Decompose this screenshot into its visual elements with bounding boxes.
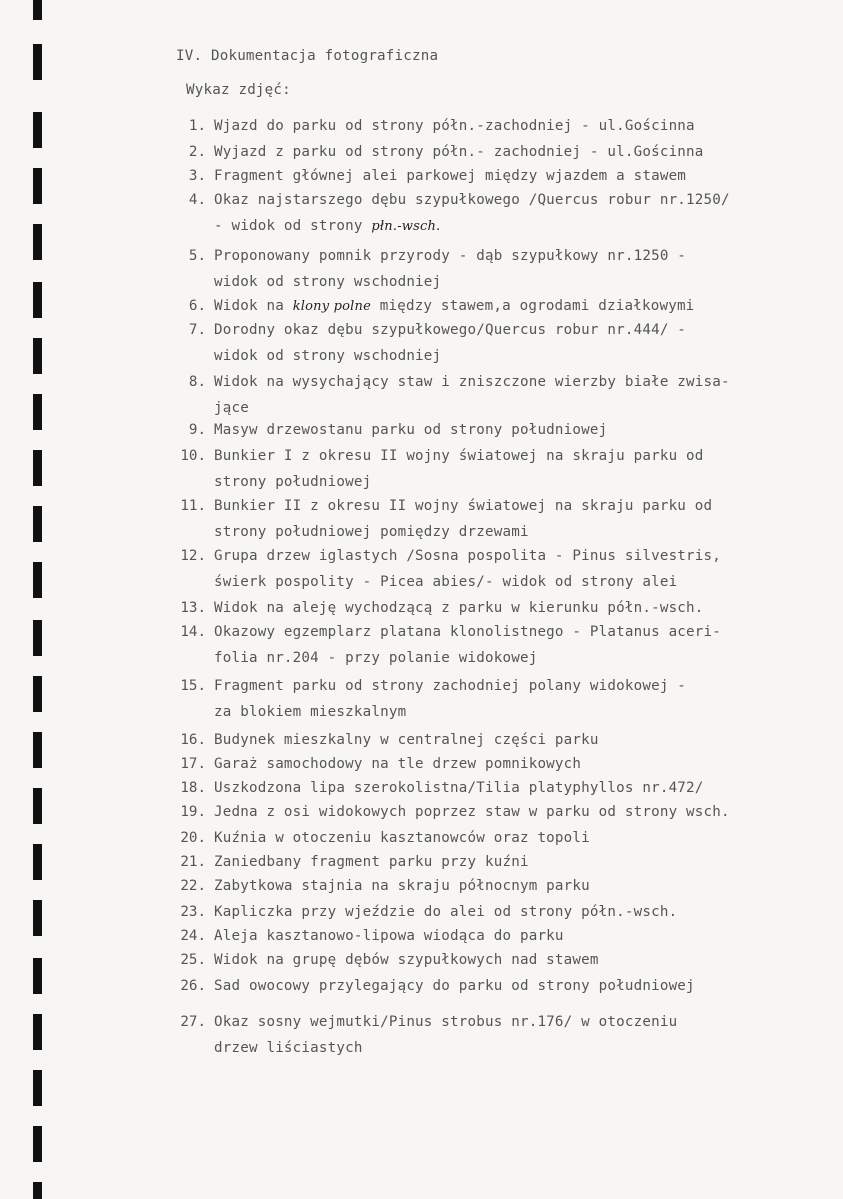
handwritten-annotation: klony polne [292,299,371,314]
list-item-text: Okazowy egzemplarz platana klonolistnego - Platanus aceri- [214,624,722,640]
section-heading: IV. Dokumentacja fotograficzna [176,48,439,64]
list-item-text: świerk pospolity - Picea abies/- widok od strony alei [214,574,678,590]
list-item-number: 22. [180,878,206,894]
list-item-number: 4. [188,192,206,208]
list-item-text: Wyjazd z parku od strony półn.- zachodniej - ul.Gościnna [214,144,704,160]
list-item-text: strony południowej pomiędzy drzewami [214,524,529,540]
list-item-text: strony południowej [214,474,372,490]
binding-mark [33,1070,42,1106]
list-item-text: Okaz najstarszego dębu szypułkowego /Quercus robur nr.1250/ [214,192,730,208]
list-item-number: 10. [180,448,206,464]
binding-mark [33,732,42,768]
list-item-number: 19. [180,804,206,820]
binding-mark [33,900,42,936]
binding-mark [33,44,42,80]
list-item-text: Fragment parku od strony zachodniej polany widokowej - [214,678,687,694]
binding-mark [33,844,42,880]
list-item-number: 12. [180,548,206,564]
list-item-text: Proponowany pomnik przyrody - dąb szypułkowy nr.1250 - [214,248,687,264]
list-item-number: 13. [180,600,206,616]
list-item-number: 15. [180,678,206,694]
binding-mark [33,224,42,260]
list-item-text: Kapliczka przy wjeździe do alei od strony półn.-wsch. [214,904,678,920]
list-item-text: Masyw drzewostanu parku od strony południowej [214,422,608,438]
list-item-number: 17. [180,756,206,772]
typed-fragment: Widok na [214,298,293,314]
list-item-text: Zabytkowa stajnia na skraju północnym parku [214,878,590,894]
binding-mark [33,1014,42,1050]
list-item-number: 6. [188,298,206,314]
list-item-text: drzew liściastych [214,1040,363,1056]
list-item-text: za blokiem mieszkalnym [214,704,407,720]
list-item-text: Dorodny okaz dębu szypułkowego/Quercus robur nr.444/ - [214,322,687,338]
list-item-number: 9. [188,422,206,438]
list-item-text: Kuźnia w otoczeniu kasztanowców oraz topoli [214,830,590,846]
list-item-text: Widok na wysychający staw i zniszczone wierzby białe zwisa- [214,374,730,390]
list-item-number: 24. [180,928,206,944]
list-item-number: 2. [188,144,206,160]
list-item-number: 25. [180,952,206,968]
list-item-number: 16. [180,732,206,748]
list-item-number: 11. [180,498,206,514]
list-item-text: Okaz sosny wejmutki/Pinus strobus nr.176/ w otoczeniu [214,1014,678,1030]
list-item-text: folia nr.204 - przy polanie widokowej [214,650,538,666]
list-item-number: 1. [188,118,206,134]
binding-mark [33,394,42,430]
binding-mark [33,1182,42,1199]
list-subheading: Wykaz zdjęć: [186,82,291,98]
binding-mark [33,506,42,542]
list-item-text: Garaż samochodowy na tle drzew pomnikowych [214,756,582,772]
binding-mark [33,676,42,712]
list-item-number: 27. [180,1014,206,1030]
list-item-number: 23. [180,904,206,920]
list-item-text: jące [214,400,249,416]
list-item-text [214,296,694,317]
binding-mark [33,958,42,994]
list-item-text [214,216,440,237]
list-item-text: Jedna z osi widokowych poprzez staw w parku od strony wsch. [214,804,730,820]
binding-mark [33,0,42,20]
list-item-number: 3. [188,168,206,184]
list-item-text: Widok na grupę dębów szypułkowych nad stawem [214,952,599,968]
binding-mark [33,338,42,374]
binding-mark [33,282,42,318]
list-item-text: Uszkodzona lipa szerokolistna/Tilia platyphyllos nr.472/ [214,780,704,796]
binding-mark [33,112,42,148]
binding-mark [33,168,42,204]
list-item-number: 5. [188,248,206,264]
list-item-number: 14. [180,624,206,640]
binding-mark [33,620,42,656]
list-item-text: Widok na aleję wychodzącą z parku w kierunku półn.-wsch. [214,600,704,616]
list-item-text: Grupa drzew iglastych /Sosna pospolita - Pinus silvestris, [214,548,722,564]
list-item-text: Sad owocowy przylegający do parku od strony południowej [214,978,695,994]
list-item-text: Bunkier I z okresu II wojny światowej na skraju parku od [214,448,704,464]
list-item-text: Fragment głównej alei parkowej między wjazdem a stawem [214,168,687,184]
list-item-text: Budynek mieszkalny w centralnej części parku [214,732,599,748]
list-item-text: Zaniedbany fragment parku przy kuźni [214,854,529,870]
binding-mark [33,788,42,824]
typed-fragment: między stawem,a ogrodami działkowymi [370,298,695,314]
list-item-number: 7. [188,322,206,338]
list-item-number: 8. [188,374,206,390]
typed-fragment: - widok od strony [214,218,372,234]
list-item-text: widok od strony wschodniej [214,348,442,364]
binding-mark [33,1126,42,1162]
binding-mark [33,562,42,598]
binding-mark [33,450,42,486]
list-item-number: 26. [180,978,206,994]
list-item-number: 18. [180,780,206,796]
list-item-text: Aleja kasztanowo-lipowa wiodąca do parku [214,928,564,944]
list-item-text: Bunkier II z okresu II wojny światowej na skraju parku od [214,498,713,514]
list-item-text: Wjazd do parku od strony półn.-zachodniej - ul.Gościnna [214,118,695,134]
handwritten-annotation: płn.-wsch. [371,219,441,234]
list-item-number: 21. [180,854,206,870]
list-item-text: widok od strony wschodniej [214,274,442,290]
list-item-number: 20. [180,830,206,846]
